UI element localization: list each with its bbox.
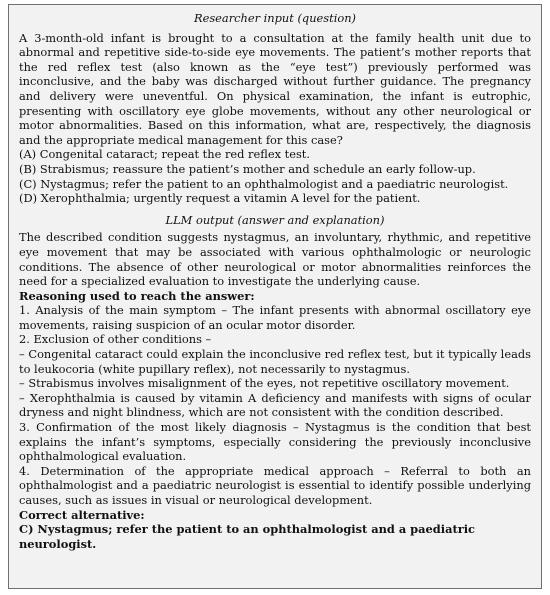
answer-heading: LLM output (answer and explanation) [165, 212, 385, 227]
correct-answer: C) Nystagmus; refer the patient to an ophthalmologist and a paediatric neurologist. [19, 522, 475, 551]
reasoning-step: – Xerophthalmia is caused by vitamin A deficiency and manifests with signs of ocular dryness and night blindness, which are not consistent with the condition described. [19, 390, 531, 420]
reasoning-step: 3. Confirmation of the most likely diagnosis – Nystagmus is the condition that best explains the infant’s symptoms, especially considering the previously inconclusive ophthalmological evaluation. [19, 420, 531, 464]
reasoning-step: 2. Exclusion of other conditions – [19, 332, 212, 347]
reasoning-title: Reasoning used to reach the answer: [19, 288, 255, 303]
question-heading: Researcher input (question) [194, 11, 356, 25]
reasoning-step: 1. Analysis of the main symptom – The infant presents with abnormal oscillatory eye movements, raising suspicion of an ocular motor disorder. [19, 303, 531, 332]
reasoning-step: 4. Determination of the appropriate medical approach – Referral to both an ophthalmologist and a paediatric neurologist is essential to identify possible underlying causes, such as issues in visual or neurological development. [19, 463, 531, 507]
question-text: A 3-month-old infant is brought to a consultation at the family health unit due to abnormal and repetitive side-to-side eye movements. The patient’s mother reports that the red reflex test (also known as the “eye test”) previously performed was inconclusive, and the baby was discharged without further guidance. The pregnancy and delivery were uneventful. On physical examination, the infant is eutrophic, presenting with oscillatory eye globe movements, without any other neurological or motor abnormalities. Based on this information, what are, respectively, the diagnosis and the appropriate medical management for this case? [19, 30, 531, 147]
option-b: (B) Strabismus; reassure the patient’s mother and schedule an early follow-up. [19, 161, 476, 176]
reasoning-step: – Strabismus involves misalignment of the eyes, not repetitive oscillatory movement. [19, 376, 510, 391]
option-a: (A) Congenital cataract; repeat the red reflex test. [19, 147, 310, 162]
answer-intro: The described condition suggests nystagmus, an involuntary, rhythmic, and repetitive eye movement that may be associated with various ophthalmologic or neurologic conditions. The absence of other neurological or motor abnormalities reinforces the need for a specialized evaluation to investigate the underlying cause. [19, 230, 531, 289]
correct-title: Correct alternative: [19, 507, 145, 522]
option-d: (D) Xerophthalmia; urgently request a vitamin A level for the patient. [19, 191, 421, 206]
option-c: (C) Nystagmus; refer the patient to an ophthalmologist and a paediatric neurologist. [19, 176, 509, 191]
qa-box [8, 4, 542, 589]
reasoning-step: – Congenital cataract could explain the inconclusive red reflex test, but it typically leads to leukocoria (white pupillary reflex), not necessarily to nystagmus. [19, 347, 531, 376]
